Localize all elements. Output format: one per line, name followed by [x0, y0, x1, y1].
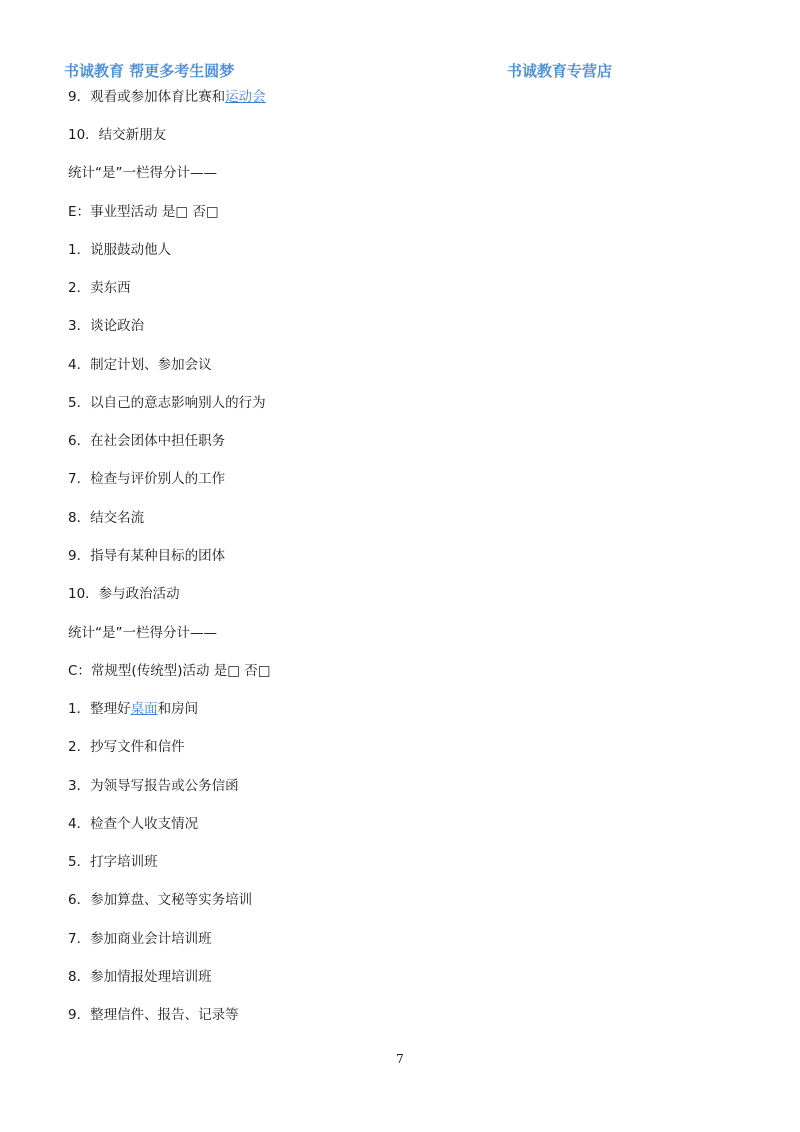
desktop-link[interactable]: 桌面	[130, 701, 158, 717]
list-item: 4．制定计划、参加会议	[68, 357, 212, 373]
list-item: 3．为领导写报告或公务信函	[68, 778, 239, 794]
header-slogan: 书诚教育 帮更多考生圆梦	[64, 62, 235, 80]
score-summary-line: 统计“是”一栏得分计——	[68, 165, 217, 181]
score-summary-line: 统计“是”一栏得分计——	[68, 625, 217, 641]
list-item: 10．结交新朋友	[68, 127, 167, 143]
page-number: 7	[396, 1052, 404, 1066]
list-item: 5．打字培训班	[68, 854, 158, 870]
list-item: 2．卖东西	[68, 280, 131, 296]
list-item: 4．检查个人收支情况	[68, 816, 199, 832]
list-item	[68, 700, 198, 718]
list-item: 10．参与政治活动	[68, 586, 180, 602]
list-item	[68, 88, 266, 106]
list-item: 9．指导有某种目标的团体	[68, 548, 226, 564]
section-heading-conventional: C：常规型(传统型)活动 是□ 否□	[68, 663, 271, 679]
list-item: 1．说服鼓动他人	[68, 242, 172, 258]
list-item: 9．整理信件、报告、记录等	[68, 1007, 239, 1023]
line-text: 9．观看或参加体育比赛和	[68, 89, 226, 105]
list-item: 3．谈论政治	[68, 318, 145, 334]
list-item: 6．参加算盘、文秘等实务培训	[68, 892, 253, 908]
list-item: 7．检查与评价别人的工作	[68, 471, 226, 487]
section-heading-enterprising: E：事业型活动 是□ 否□	[68, 204, 219, 220]
header-store-name: 书诚教育专营店	[507, 62, 613, 80]
sports-meet-link[interactable]: 运动会	[225, 89, 266, 105]
list-item: 6．在社会团体中担任职务	[68, 433, 226, 449]
list-item: 5．以自己的意志影响别人的行为	[68, 395, 266, 411]
list-item: 8．结交名流	[68, 510, 145, 526]
list-item: 2．抄写文件和信件	[68, 739, 185, 755]
line-text: 和房间	[157, 701, 199, 717]
list-item: 7．参加商业会计培训班	[68, 931, 212, 947]
list-item: 8．参加情报处理培训班	[68, 969, 212, 985]
line-text: 1．整理好	[68, 701, 131, 717]
